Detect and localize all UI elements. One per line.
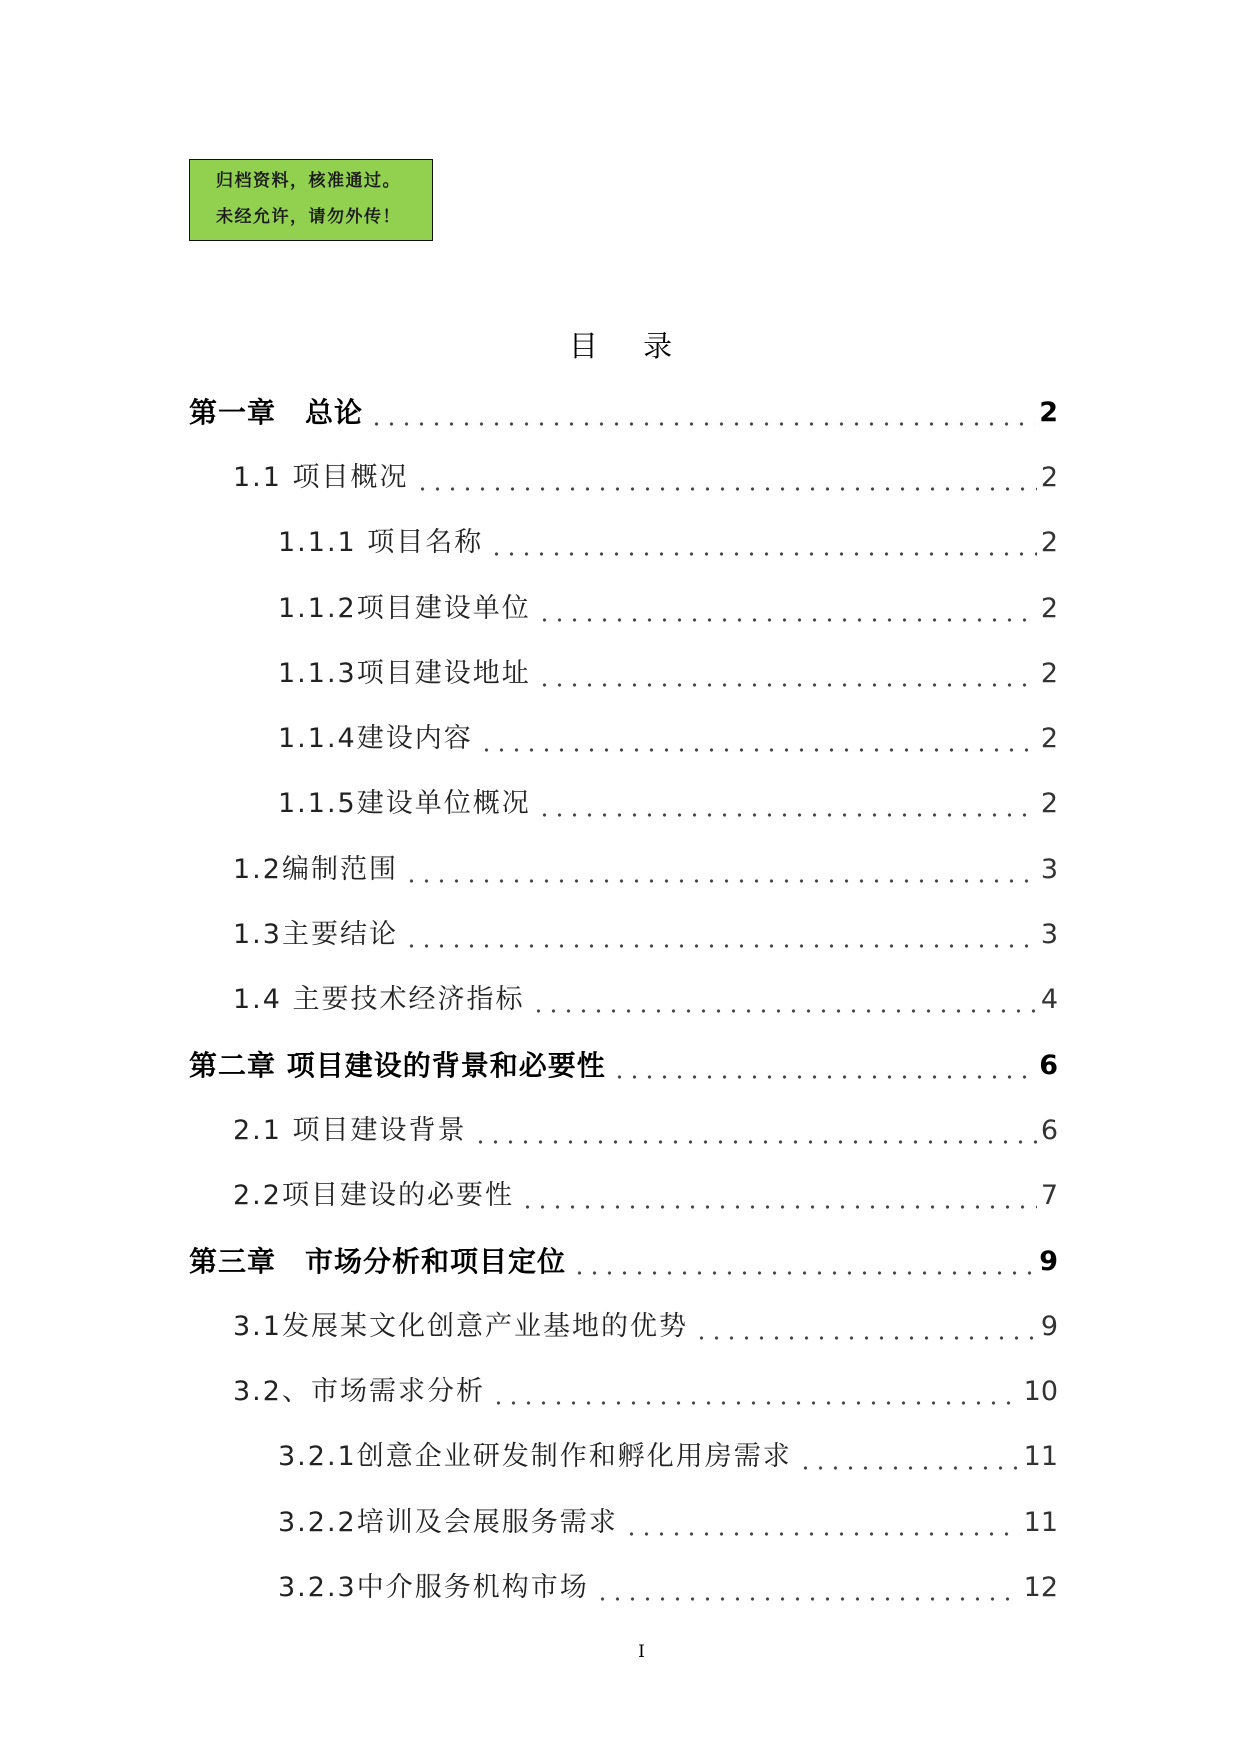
toc-entry-title: 2.2项目建设的必要性 bbox=[233, 1180, 514, 1212]
toc-entry bbox=[189, 1490, 1058, 1555]
dot-leader bbox=[404, 943, 1037, 949]
toc-list bbox=[189, 380, 1058, 1621]
toc-entry-page-number: 12 bbox=[1023, 1571, 1058, 1603]
toc-entry-title: 1.1 项目概况 bbox=[233, 461, 409, 493]
toc-entry-title: 1.2编制范围 bbox=[233, 853, 398, 885]
dot-leader bbox=[520, 1204, 1037, 1210]
page-number: I bbox=[638, 1642, 645, 1662]
toc-entry-page-number: 4 bbox=[1040, 984, 1058, 1016]
toc-entry-title: 1.4 主要技术经济指标 bbox=[233, 984, 525, 1016]
toc-entry-page-number: 2 bbox=[1040, 592, 1058, 624]
toc-entry bbox=[189, 1294, 1058, 1359]
dot-leader bbox=[473, 1139, 1037, 1145]
toc-entry-title: 第二章 项目建设的背景和必要性 bbox=[189, 1048, 606, 1082]
dot-leader bbox=[612, 1074, 1035, 1080]
toc-entry-page-number: 3 bbox=[1040, 919, 1058, 951]
stamp-line-no-distribution: 未经允许，请勿外传！ bbox=[216, 207, 401, 227]
toc-entry-page-number: 3 bbox=[1040, 853, 1058, 885]
dot-leader bbox=[798, 1465, 1020, 1471]
dot-leader bbox=[479, 747, 1037, 753]
dot-leader bbox=[404, 878, 1037, 884]
dot-leader bbox=[572, 1270, 1035, 1276]
toc-entry bbox=[189, 380, 1058, 445]
toc-entry-title: 2.1 项目建设背景 bbox=[233, 1114, 467, 1146]
toc-entry-title: 3.2.2培训及会展服务需求 bbox=[278, 1506, 618, 1538]
dot-leader bbox=[369, 421, 1035, 427]
toc-entry bbox=[189, 1033, 1058, 1098]
toc-entry bbox=[189, 1359, 1058, 1424]
toc-entry-title: 1.1.3项目建设地址 bbox=[278, 657, 531, 689]
toc-entry-title: 1.1.5建设单位概况 bbox=[278, 788, 531, 820]
toc-entry-page-number: 11 bbox=[1023, 1441, 1058, 1473]
toc-entry-page-number: 6 bbox=[1039, 1049, 1058, 1081]
toc-entry-page-number: 9 bbox=[1039, 1245, 1058, 1277]
toc-entry bbox=[189, 641, 1058, 706]
toc-entry-title: 1.1.4建设内容 bbox=[278, 723, 473, 755]
toc-entry-page-number: 2 bbox=[1040, 461, 1058, 493]
stamp-line-approved: 归档资料，核准通过。 bbox=[216, 171, 401, 191]
toc-entry-title: 1.3主要结论 bbox=[233, 919, 398, 951]
toc-entry-page-number: 7 bbox=[1040, 1180, 1058, 1212]
toc-entry bbox=[189, 1229, 1058, 1294]
toc-entry-page-number: 9 bbox=[1040, 1310, 1058, 1342]
toc-entry bbox=[189, 772, 1058, 837]
toc-entry-page-number: 2 bbox=[1040, 788, 1058, 820]
dot-leader bbox=[489, 551, 1037, 557]
dot-leader bbox=[537, 682, 1037, 688]
toc-entry bbox=[189, 1164, 1058, 1229]
toc-entry-title: 3.2、市场需求分析 bbox=[233, 1376, 485, 1408]
toc-entry bbox=[189, 445, 1058, 510]
toc-entry-page-number: 2 bbox=[1040, 657, 1058, 689]
toc-entry bbox=[189, 837, 1058, 902]
dot-leader bbox=[595, 1596, 1020, 1602]
toc-entry-title: 1.1.1 项目名称 bbox=[278, 527, 484, 559]
toc-entry-title: 3.1发展某文化创意产业基地的优势 bbox=[233, 1310, 688, 1342]
toc-entry bbox=[189, 1555, 1058, 1620]
toc-entry-title: 3.2.1创意企业研发制作和孵化用房需求 bbox=[278, 1441, 792, 1473]
dot-leader bbox=[415, 486, 1037, 492]
toc-entry-title: 第一章 总论 bbox=[189, 395, 364, 429]
toc-entry-title: 1.1.2项目建设单位 bbox=[278, 592, 531, 624]
toc-entry-page-number: 10 bbox=[1023, 1376, 1058, 1408]
dot-leader bbox=[491, 1400, 1020, 1406]
dot-leader bbox=[694, 1335, 1037, 1341]
dot-leader bbox=[537, 617, 1037, 623]
toc-entry-page-number: 6 bbox=[1040, 1114, 1058, 1146]
toc-entry bbox=[189, 511, 1058, 576]
toc-entry bbox=[189, 968, 1058, 1033]
dot-leader bbox=[537, 812, 1037, 818]
dot-leader bbox=[531, 1008, 1037, 1014]
dot-leader bbox=[624, 1531, 1020, 1537]
archive-stamp bbox=[189, 159, 433, 241]
toc-entry bbox=[189, 706, 1058, 771]
toc-entry-page-number: 2 bbox=[1040, 527, 1058, 559]
toc-entry bbox=[189, 1425, 1058, 1490]
toc-entry bbox=[189, 1098, 1058, 1163]
toc-entry-title: 3.2.3中介服务机构市场 bbox=[278, 1571, 589, 1603]
toc-entry-page-number: 2 bbox=[1040, 723, 1058, 755]
toc-entry-title: 第三章 市场分析和项目定位 bbox=[189, 1244, 567, 1278]
toc-title: 目 录 bbox=[568, 329, 691, 363]
toc-entry bbox=[189, 576, 1058, 641]
toc-entry-page-number: 11 bbox=[1023, 1506, 1058, 1538]
toc-entry-page-number: 2 bbox=[1039, 396, 1058, 428]
toc-entry bbox=[189, 902, 1058, 967]
